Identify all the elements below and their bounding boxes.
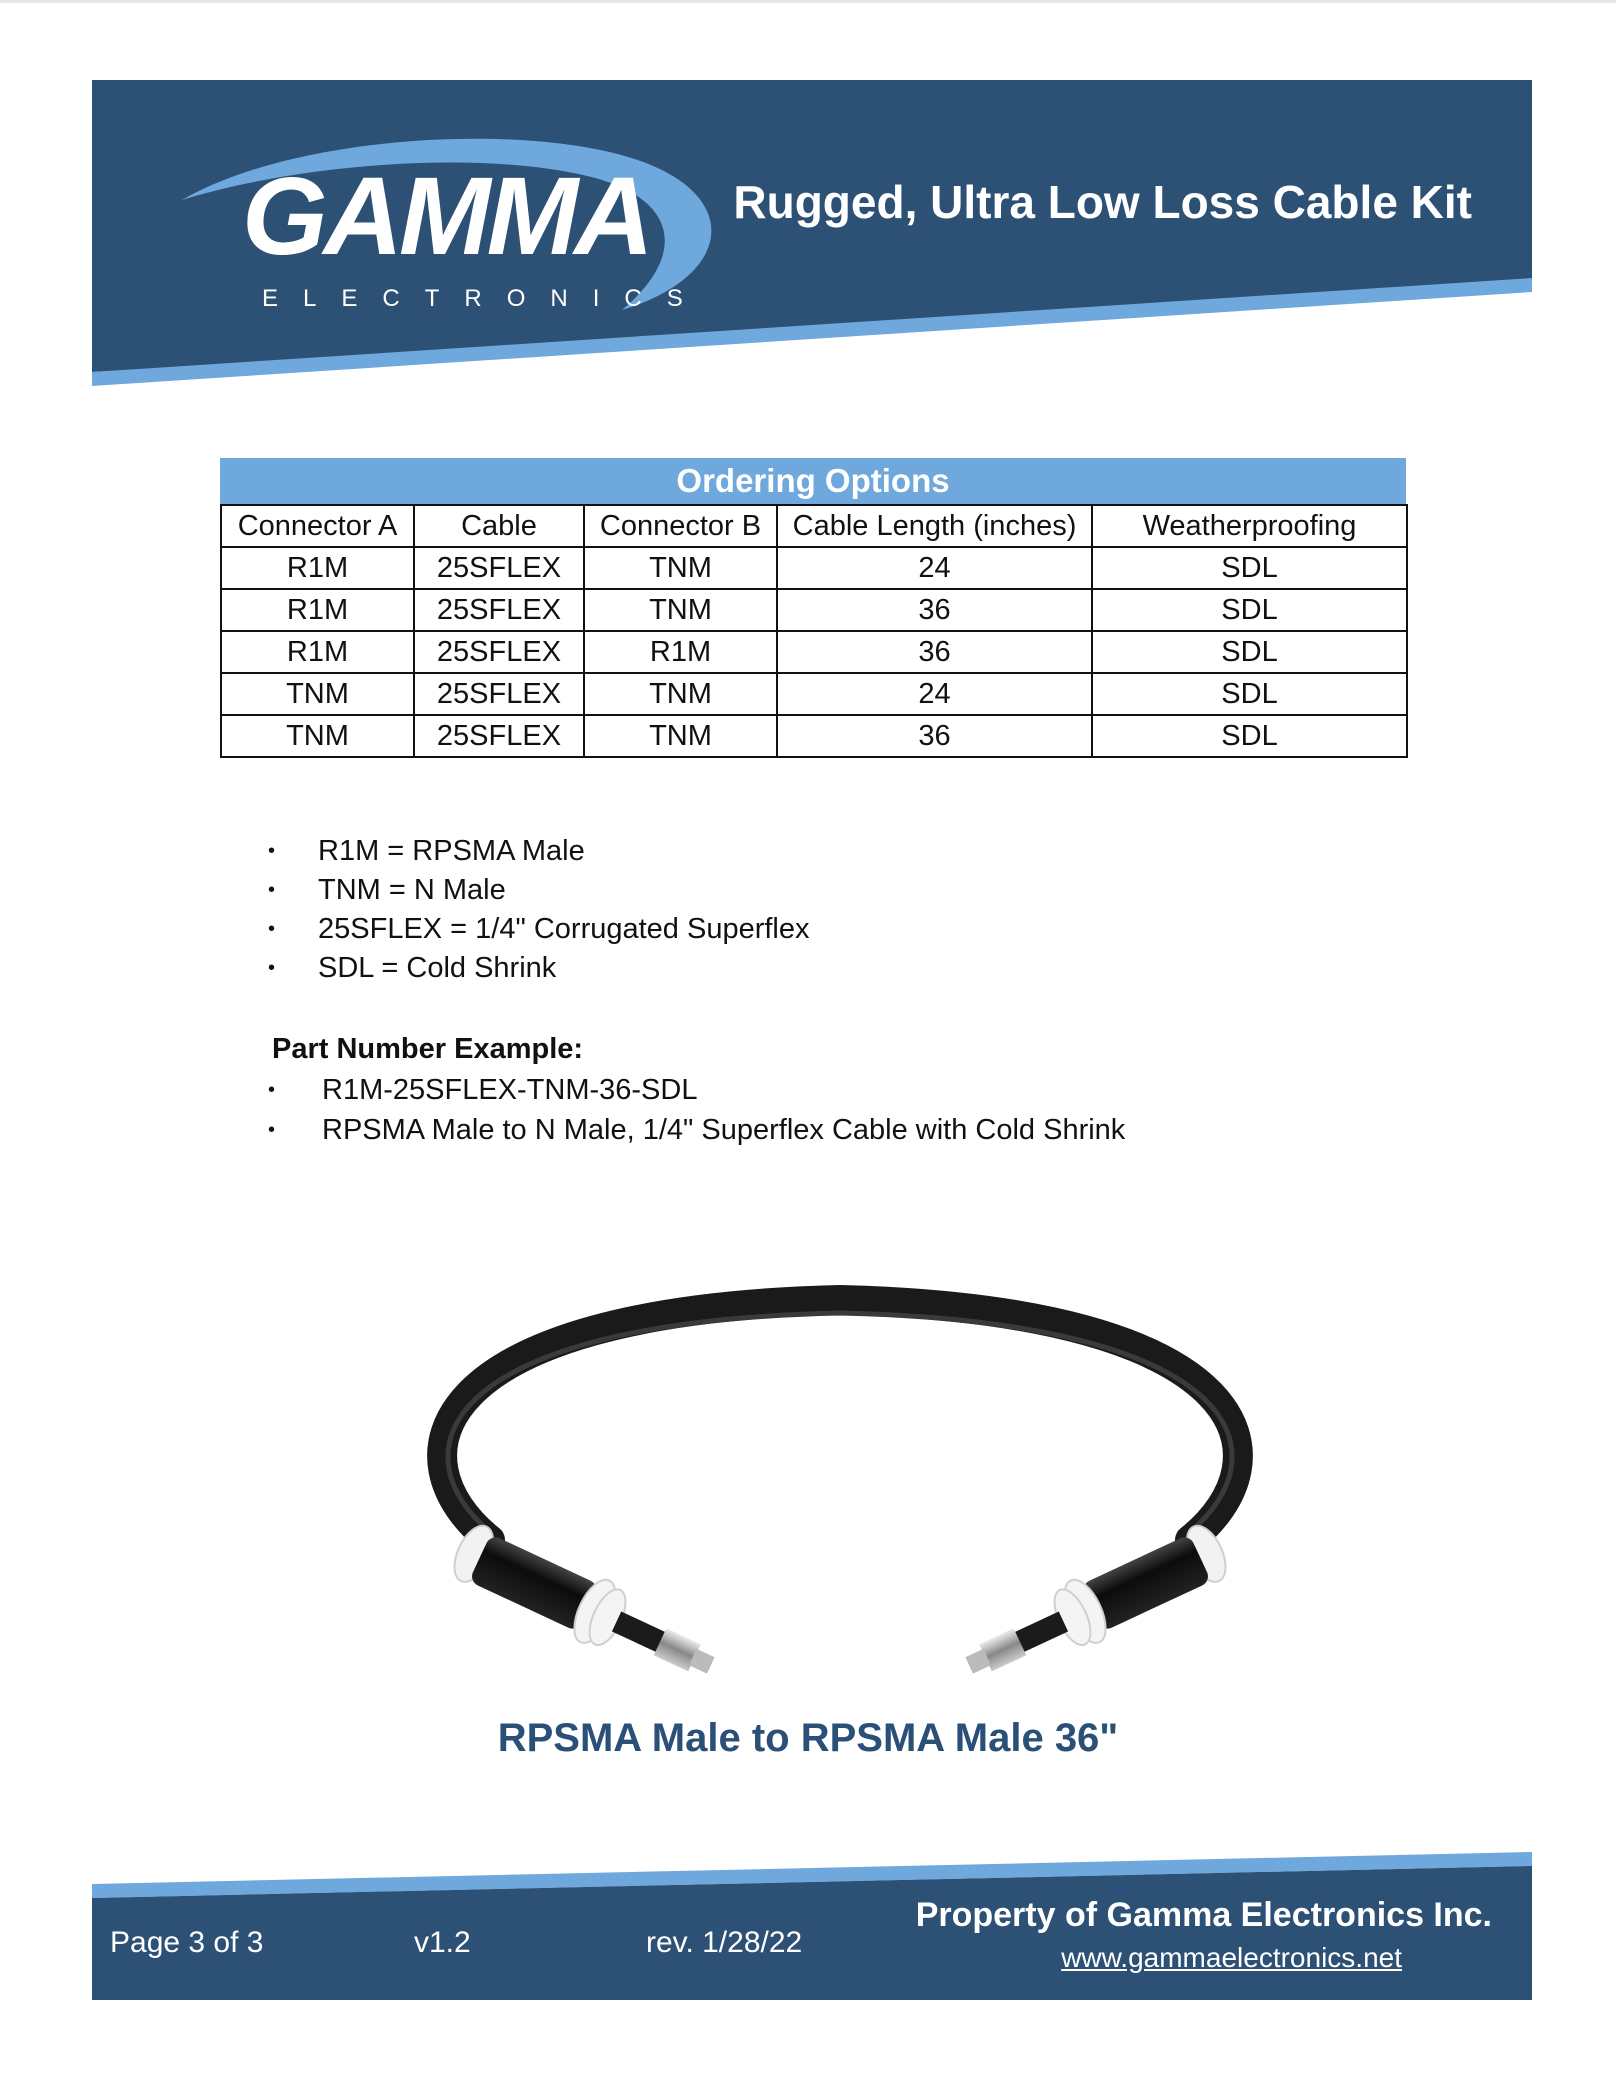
table-cell: 36	[777, 631, 1092, 673]
table-row	[221, 547, 1407, 589]
table-cell: 25SFLEX	[414, 715, 584, 757]
table-row	[221, 673, 1407, 715]
part-number-example-heading: Part Number Example:	[272, 1033, 584, 1065]
table-row	[221, 589, 1407, 631]
header-banner	[92, 80, 1532, 390]
list-item: • SDL = Cold Shrink	[268, 949, 810, 988]
cable-assembly-icon	[380, 1250, 1300, 1690]
table-cell: SDL	[1092, 631, 1407, 673]
product-caption: RPSMA Male to RPSMA Male 36"	[497, 1716, 1119, 1760]
table-cell: R1M	[221, 547, 414, 589]
list-item: • TNM = N Male	[268, 871, 810, 910]
list-item: • R1M-25SFLEX-TNM-36-SDL	[268, 1070, 1125, 1110]
version-label: v1.2	[414, 1926, 471, 1959]
table-cell: SDL	[1092, 547, 1407, 589]
abbreviation-legend	[268, 832, 810, 988]
table-row	[221, 631, 1407, 673]
document-title: Rugged, Ultra Low Loss Cable Kit	[733, 176, 1472, 228]
top-divider	[0, 0, 1616, 3]
list-item: • RPSMA Male to N Male, 1/4" Superflex Cable with Cold Shrink	[268, 1110, 1125, 1150]
table-title: Ordering Options	[220, 458, 1406, 504]
website-link[interactable]: www.gammaelectronics.net	[1061, 1942, 1402, 1973]
product-image	[380, 1250, 1300, 1690]
gamma-logo	[142, 110, 742, 370]
logo-subtitle: ELECTRONICS	[262, 285, 708, 312]
property-notice: Property of Gamma Electronics Inc.	[915, 1896, 1492, 1934]
table-cell: TNM	[584, 715, 777, 757]
table-cell: SDL	[1092, 589, 1407, 631]
table-header-row	[221, 505, 1407, 547]
list-item: • 25SFLEX = 1/4" Corrugated Superflex	[268, 910, 810, 949]
table-cell: 24	[777, 673, 1092, 715]
column-header: Weatherproofing	[1092, 505, 1407, 547]
column-header: Connector B	[584, 505, 777, 547]
table-cell: TNM	[584, 673, 777, 715]
table-cell: TNM	[221, 673, 414, 715]
part-number-example-list	[268, 1070, 1125, 1150]
ordering-table	[220, 504, 1408, 758]
table-cell: R1M	[584, 631, 777, 673]
table-cell: 25SFLEX	[414, 547, 584, 589]
logo-name: GAMMA	[242, 155, 650, 278]
column-header: Connector A	[221, 505, 414, 547]
ordering-options-table	[220, 458, 1406, 758]
table-cell: 25SFLEX	[414, 589, 584, 631]
list-item: • R1M = RPSMA Male	[268, 832, 810, 871]
table-cell: TNM	[221, 715, 414, 757]
table-cell: R1M	[221, 589, 414, 631]
table-cell: 36	[777, 589, 1092, 631]
table-cell: 25SFLEX	[414, 673, 584, 715]
table-row	[221, 715, 1407, 757]
table-cell: SDL	[1092, 715, 1407, 757]
table-cell: TNM	[584, 547, 777, 589]
page-number: Page 3 of 3	[110, 1926, 264, 1959]
column-header: Cable	[414, 505, 584, 547]
footer-banner	[92, 1852, 1532, 2000]
table-cell: R1M	[221, 631, 414, 673]
table-cell: SDL	[1092, 673, 1407, 715]
table-cell: 36	[777, 715, 1092, 757]
column-header: Cable Length (inches)	[777, 505, 1092, 547]
table-cell: 24	[777, 547, 1092, 589]
table-cell: 25SFLEX	[414, 631, 584, 673]
table-cell: TNM	[584, 589, 777, 631]
revision-date: rev. 1/28/22	[646, 1926, 803, 1959]
